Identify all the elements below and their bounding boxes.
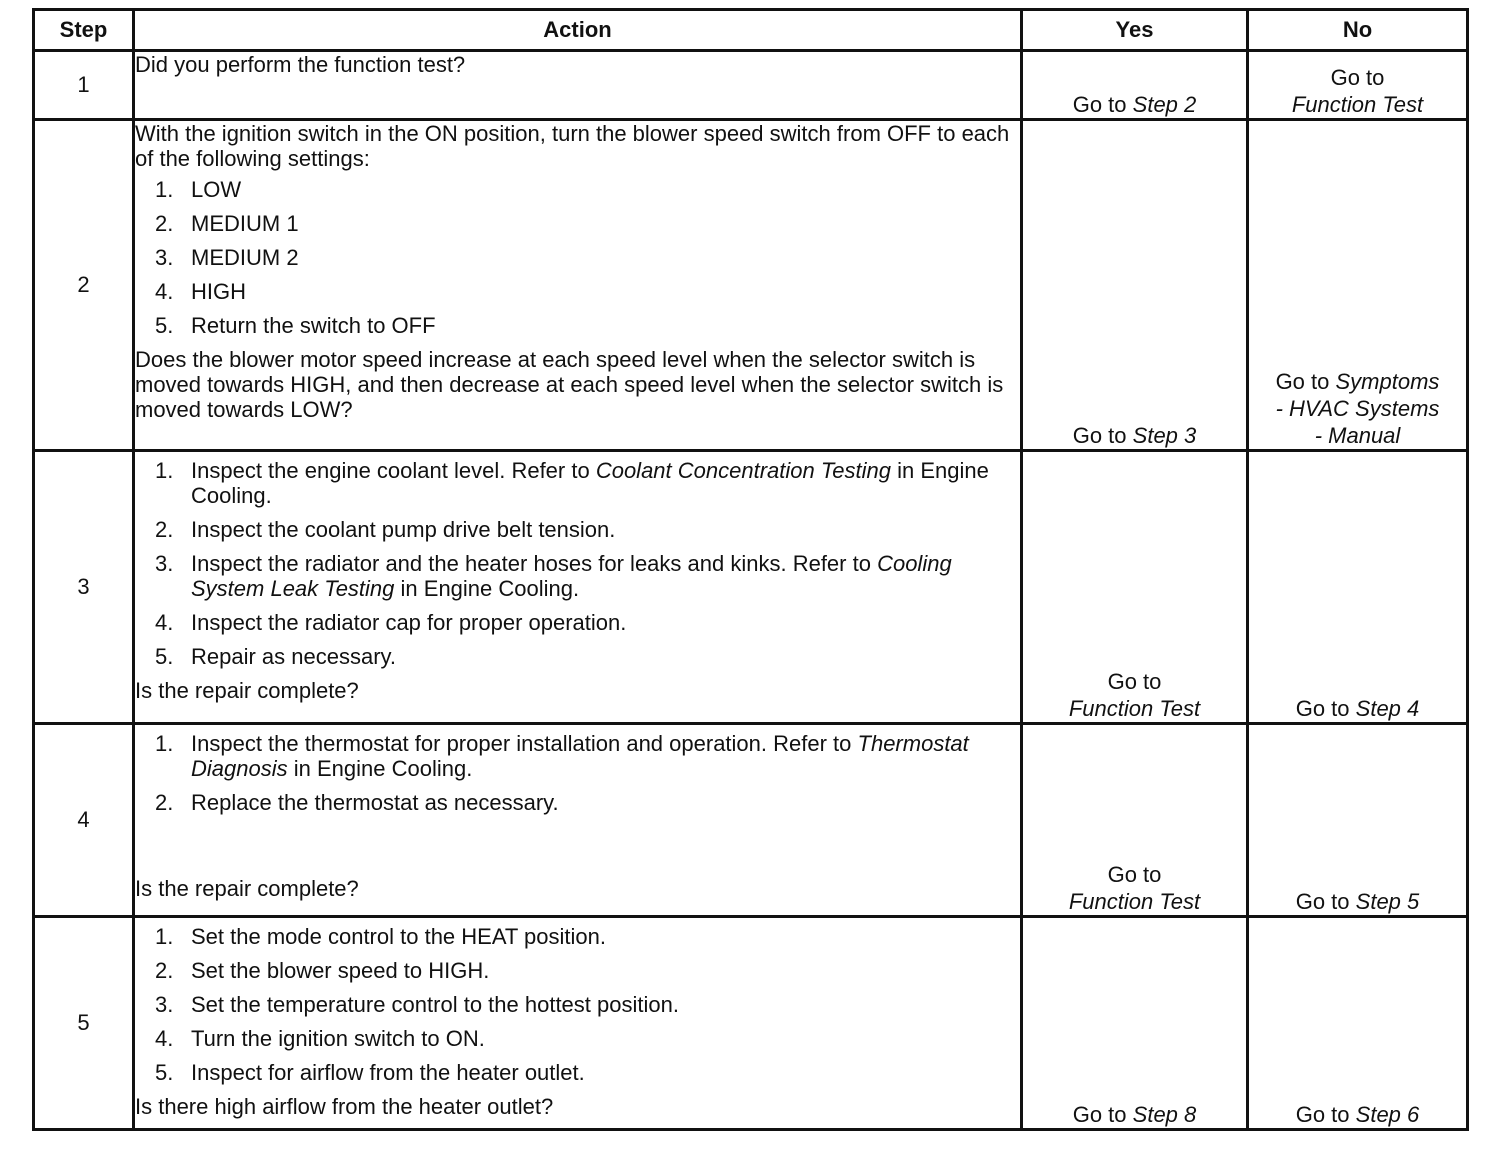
substep-list: [135, 458, 1020, 669]
table-row: [34, 451, 1468, 724]
list-item: 2. Inspect the coolant pump drive belt tension.: [155, 517, 616, 542]
no-prefix: Go to: [1330, 65, 1385, 90]
yes-prefix: Go to: [1072, 1102, 1127, 1127]
no-symptoms-link[interactable]: Symptoms: [1335, 369, 1440, 394]
step-number: 5: [34, 917, 134, 1130]
step-number: 4: [34, 724, 134, 917]
yes-function-test-link[interactable]: Function Test: [1068, 889, 1201, 914]
substep-list: [135, 924, 1020, 1085]
yes-prefix: Go to: [1072, 92, 1127, 117]
header-step: Step: [34, 10, 134, 51]
intro-text: With the ignition switch in the ON position, turn the blower speed switch from OFF to each of the following settings:: [135, 121, 1010, 171]
list-item: 4. HIGH: [155, 279, 246, 304]
no-cell: [1248, 724, 1468, 917]
table-row: [34, 917, 1468, 1130]
yes-cell: [1022, 917, 1248, 1130]
list-item: 2. Set the blower speed to HIGH.: [155, 958, 490, 983]
substep-list: [135, 731, 1020, 815]
action-cell: [134, 120, 1022, 451]
table-row: [34, 120, 1468, 451]
no-cell: [1248, 451, 1468, 724]
list-item: 2. MEDIUM 1: [155, 211, 299, 236]
list-item: 2. Replace the thermostat as necessary.: [155, 790, 559, 815]
no-cell: [1248, 917, 1468, 1130]
question-text: Is the repair complete?: [135, 876, 359, 901]
step-number: 3: [34, 451, 134, 724]
action-cell: [134, 451, 1022, 724]
header-yes: Yes: [1022, 10, 1248, 51]
yes-step-link[interactable]: Step 2: [1132, 92, 1197, 117]
table-row: [34, 724, 1468, 917]
yes-step-link[interactable]: Step 8: [1132, 1102, 1197, 1127]
yes-cell: [1022, 724, 1248, 917]
step-number: 2: [34, 120, 134, 451]
list-item: 4. Inspect the radiator cap for proper operation.: [155, 610, 627, 635]
header-no: No: [1248, 10, 1468, 51]
no-symptoms-link-line2[interactable]: - HVAC Systems: [1275, 396, 1440, 421]
yes-prefix: Go to: [1072, 423, 1127, 448]
question-text: Does the blower motor speed increase at each speed level when the selector switch is moved towards HIGH, and then decrease at each speed level when the selector switch is moved towards LOW?: [135, 347, 1004, 422]
yes-prefix: Go to: [1107, 669, 1162, 694]
no-prefix: Go to: [1295, 696, 1350, 721]
no-symptoms-link-line3[interactable]: - Manual: [1314, 423, 1401, 448]
yes-cell: [1022, 120, 1248, 451]
list-item: 3. Set the temperature control to the hottest position.: [155, 992, 679, 1017]
reference-link[interactable]: Coolant Concentration Testing: [595, 458, 891, 483]
action-cell: [134, 917, 1022, 1130]
yes-cell: [1022, 451, 1248, 724]
yes-prefix: Go to: [1107, 862, 1162, 887]
action-cell: [134, 724, 1022, 917]
step-number: 1: [34, 51, 134, 120]
no-step-link[interactable]: Step 4: [1355, 696, 1420, 721]
list-item: 3. MEDIUM 2: [155, 245, 299, 270]
list-item: 5. Inspect for airflow from the heater outlet.: [155, 1060, 585, 1085]
list-item: 5. Repair as necessary.: [155, 644, 397, 669]
no-prefix: Go to: [1275, 369, 1330, 394]
no-step-link[interactable]: Step 6: [1355, 1102, 1420, 1127]
header-row: [34, 10, 1468, 51]
no-prefix: Go to: [1295, 889, 1350, 914]
no-prefix: Go to: [1295, 1102, 1350, 1127]
reference-link[interactable]: Cooling System Leak Testing: [191, 551, 952, 601]
yes-cell: [1022, 51, 1248, 120]
no-cell: [1248, 51, 1468, 120]
list-item: 1. Inspect the thermostat for proper installation and operation. Refer to Thermostat Diagnosis in Engine Cooling.: [155, 731, 969, 781]
list-item: 5. Return the switch to OFF: [155, 313, 436, 338]
no-function-test-link[interactable]: Function Test: [1291, 92, 1424, 117]
question-text: Is the repair complete?: [135, 678, 359, 703]
no-cell: [1248, 120, 1468, 451]
reference-link[interactable]: Thermostat Diagnosis: [191, 731, 969, 781]
header-action: Action: [134, 10, 1022, 51]
substep-list: [135, 177, 1020, 338]
yes-function-test-link[interactable]: Function Test: [1068, 696, 1201, 721]
diagnostic-table: [32, 8, 1469, 1131]
list-item: 1. Inspect the engine coolant level. Refer to Coolant Concentration Testing in Engine Cooling.: [155, 458, 989, 508]
yes-step-link[interactable]: Step 3: [1132, 423, 1197, 448]
list-item: 1. LOW: [155, 177, 242, 202]
list-item: 1. Set the mode control to the HEAT position.: [155, 924, 606, 949]
action-cell: [134, 51, 1022, 120]
question-text: Is there high airflow from the heater outlet?: [135, 1094, 554, 1119]
question-text: Did you perform the function test?: [135, 52, 466, 77]
no-step-link[interactable]: Step 5: [1355, 889, 1420, 914]
list-item: 3. Inspect the radiator and the heater hoses for leaks and kinks. Refer to Cooling System Leak Testing in Engine Cooling.: [155, 551, 952, 601]
list-item: 4. Turn the ignition switch to ON.: [155, 1026, 485, 1051]
table-row: [34, 51, 1468, 120]
